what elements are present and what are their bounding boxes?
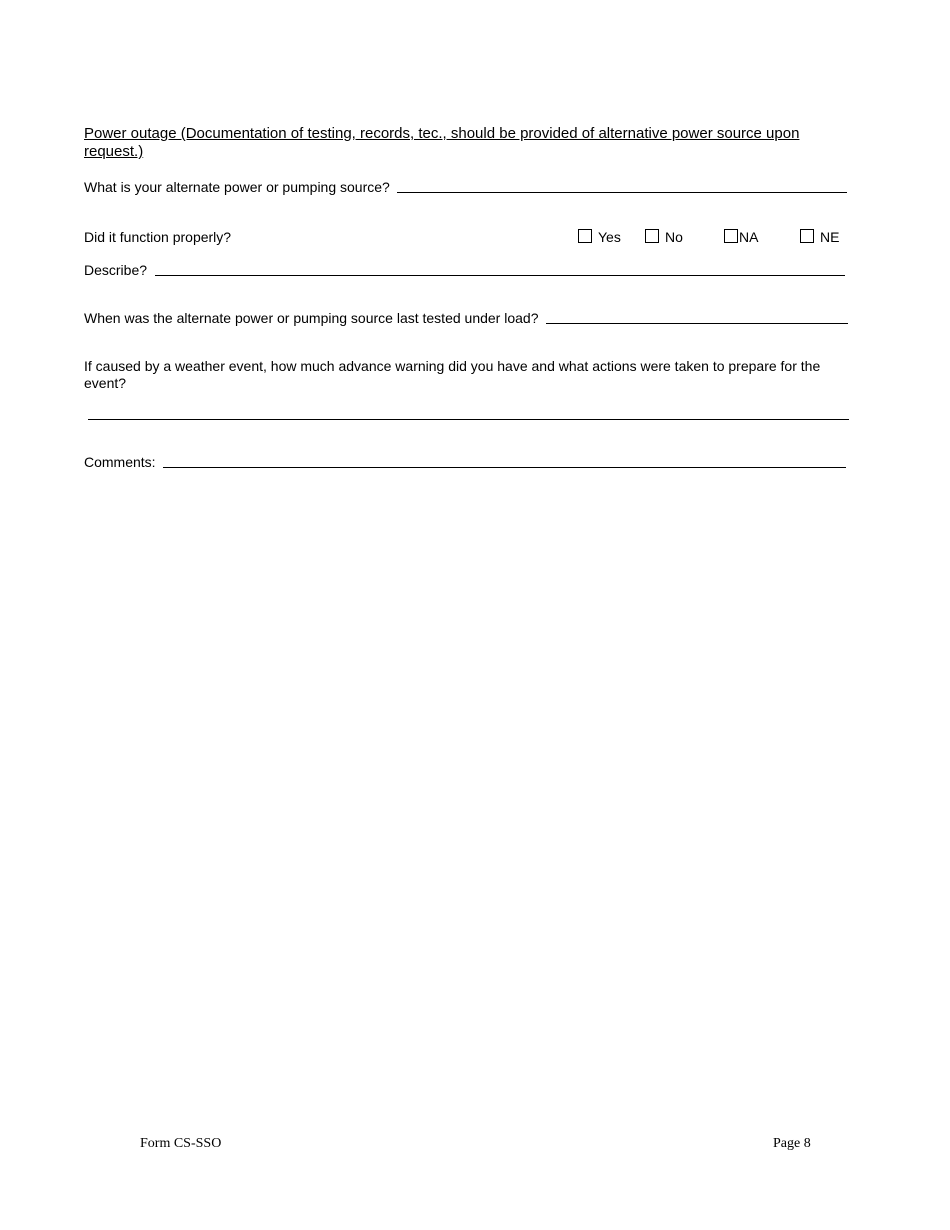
function-properly-label: Did it function properly?: [84, 229, 232, 245]
no-checkbox[interactable]: [645, 229, 659, 243]
no-label: No: [665, 229, 683, 245]
ne-label: NE: [820, 229, 840, 245]
na-label: NA: [739, 229, 759, 245]
section-heading: Power outage (Documentation of testing, records, tec., should be provided of alternative power source upon request.): [84, 125, 800, 160]
weather-event-question: If caused by a weather event, how much advance warning did you have and what actions were taken to prepare for the event?: [84, 358, 821, 391]
na-checkbox[interactable]: [724, 229, 738, 243]
last-tested-label: When was the alternate power or pumping source last tested under load?: [84, 310, 539, 326]
ne-checkbox[interactable]: [800, 229, 814, 243]
yes-label: Yes: [598, 229, 621, 245]
weather-event-field[interactable]: [88, 419, 849, 420]
alternate-source-label: What is your alternate power or pumping source?: [84, 179, 390, 195]
comments-label: Comments:: [84, 454, 156, 470]
footer-page-number: Page 8: [773, 1136, 811, 1151]
describe-field[interactable]: [155, 275, 845, 276]
alternate-source-field[interactable]: [397, 192, 847, 193]
yes-checkbox[interactable]: [578, 229, 592, 243]
last-tested-field[interactable]: [546, 323, 848, 324]
comments-field[interactable]: [163, 467, 846, 468]
describe-label: Describe?: [84, 262, 148, 278]
footer-form-name: Form CS-SSO: [140, 1136, 222, 1151]
